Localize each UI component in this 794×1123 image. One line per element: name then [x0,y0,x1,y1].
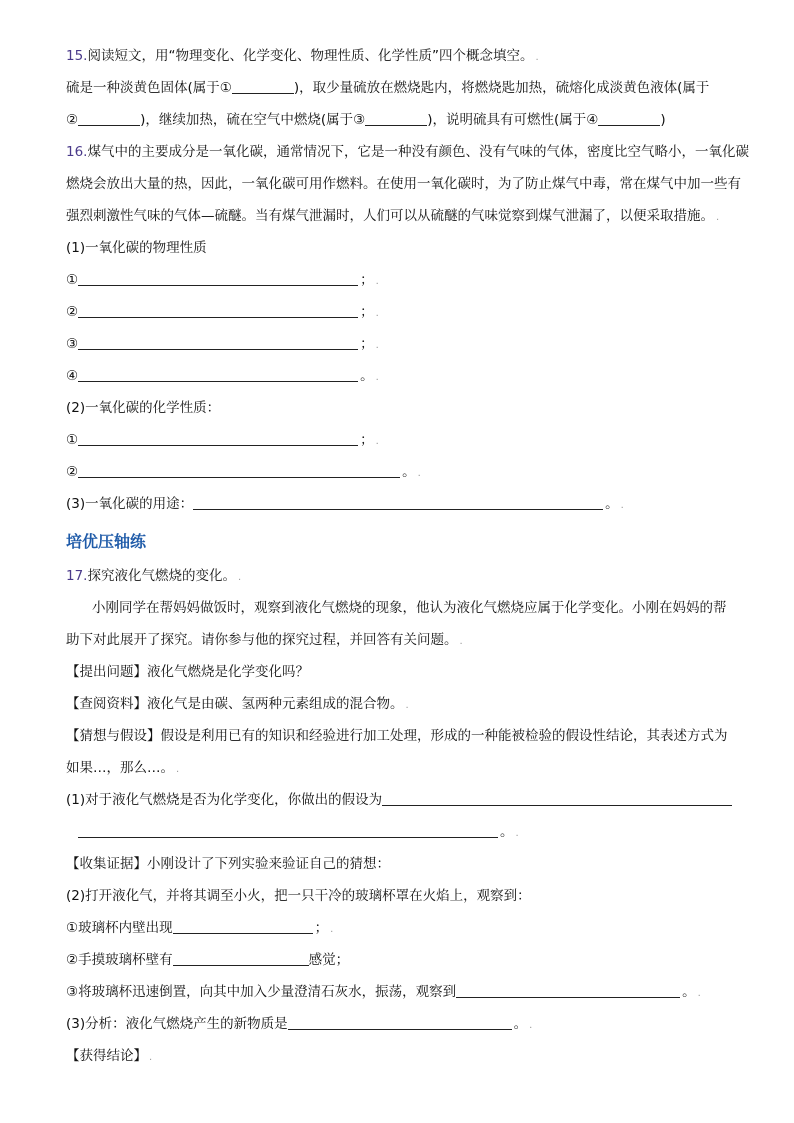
q15-text-e: ) [660,112,666,128]
q15-text-c: )，继续加热，硫在空气中燃烧(属于③ [140,112,366,128]
q17-obs-text-2: ②手摸玻璃杯壁有 [66,952,173,968]
q16-chem-2: ② 。 . [66,456,746,488]
q16-passage-1 [66,136,749,168]
q15-stem: 15.阅读短文，用“物理变化、化学变化、物理性质、化学性质”四个概念填空。 . [66,48,539,64]
q15-blank-2[interactable] [78,109,140,126]
q15-text-d: )，说明硫具有可燃性(属于④ [427,112,599,128]
q16-part2-title [66,392,746,424]
q16-chem-end-2: 。 [402,464,416,480]
q15-number: 15. [66,48,88,64]
q17-part2 [66,880,746,912]
q17-part3-text: (3)分析：液化气燃烧产生的新物质是 [66,1016,288,1032]
q17-question-label: 【提出问题】 [66,664,147,680]
q16-phys-blank-3[interactable] [78,333,358,350]
q17-obs-end-3: 。 [682,984,696,1000]
q17-part1-end: 。 [500,824,514,840]
q16-phys-1: ① ； . [66,264,746,296]
q16-phys-4: ④ 。 . [66,360,746,392]
q17-obs-blank-1[interactable] [173,917,313,934]
q16-passage-2 [66,168,746,200]
q16-chem-marker-2: ② [66,464,79,480]
q16-phys-end-2: ； [360,304,374,320]
q17-intro-text-1: 小刚同学在帮妈妈做饭时，观察到液化气燃烧的现象，他认为液化气燃烧应属于化学变化。小刚在妈妈的帮 [92,600,727,616]
q16-phys-blank-4[interactable] [78,365,358,382]
q17-intro-2: 助下对此展开了探究。请你参与他的探究过程，并回答有关问题。 . [66,632,463,648]
q16-number: 16. [66,144,88,160]
q17-intro-text-2: 助下对此展开了探究。请你参与他的探究过程，并回答有关问题。 [66,632,458,648]
q15-line-1 [66,72,746,104]
q17-obs-end-2: 感觉； [308,952,350,968]
q16-part1-title [66,232,746,264]
q17-part1-cont: 。 . [66,816,746,848]
q17-part3: (3)分析：液化气燃烧产生的新物质是 。 . [66,1008,746,1040]
q17-product-blank[interactable] [288,1013,512,1030]
q16-chem-blank-1[interactable] [78,429,358,446]
q17-part3-end: 。 [513,1016,528,1032]
q16-phys-2: ② ； . [66,296,746,328]
q17-obs-3: ③将玻璃杯迅速倒置，向其中加入少量澄清石灰水，振荡，观察到 。 . [66,976,746,1008]
q17-research-label: 【查阅资料】 [66,696,147,712]
q17-obs-end-1: ； [314,920,329,936]
q16-phys-end-4: 。 [360,368,374,384]
q16-chem-blank-2[interactable] [78,461,400,478]
q17-hypothesis [66,720,746,752]
q17-intro-1 [66,592,746,624]
q15-marker-2: ② [66,112,79,128]
q16-phys-marker-4: ④ [66,368,79,384]
q17-part2-text: (2)打开液化气，并将其调至小火，把一只干冷的玻璃杯罩在火焰上，观察到： [66,888,531,904]
q17-title: 17.探究液化气燃烧的变化。 . [66,568,242,584]
q17-conclusion-label: 【获得结论】 [66,1048,147,1064]
q16-phys-end-3: ； [360,336,374,352]
q17-part1-text: (1)对于液化气燃烧是否为化学变化，你做出的假设为 [66,792,383,808]
q15-blank-4[interactable] [598,109,660,126]
q17-title-text: 探究液化气燃烧的变化。 [87,568,236,584]
q17-obs-1: ①玻璃杯内壁出现 ； . [66,912,746,944]
worksheet-page [66,40,749,1072]
q16-phys-end-1: ； [360,272,374,288]
q17-part1 [66,784,746,816]
q16-part2-label: (2)一氧化碳的化学性质： [66,400,221,416]
q16-chem-marker-1: ① [66,432,79,448]
q16-use-end: 。 [605,496,619,512]
q16-chem-1: ① ； . [66,424,746,456]
q16-part1-label: (1)一氧化碳的物理性质 [66,240,207,256]
q16-part3: (3)一氧化碳的用途： 。 . [66,488,746,520]
q16-chem-end-1: ； [360,432,374,448]
q17-hypothesis-2: 如果…，那么…。 . [66,760,180,776]
q16-passage-text-1: 煤气中的主要成分是一氧化碳，通常情况下，它是一种没有颜色、没有气味的气体，密度比空气略小，一氧化碳 [87,144,749,160]
q16-passage-text-3: 强烈刺激性气味的气体—硫醚。当有煤气泄漏时，人们可以从硫醚的气味觉察到煤气泄漏了，以便采取措施。 [66,208,714,224]
q17-hypothesis-text-2: 如果…，那么…。 [66,760,174,776]
q17-hypothesis-blank-1[interactable] [382,789,732,806]
q17-number: 17. [66,568,88,584]
q16-phys-3: ③ ； . [66,328,746,360]
q17-obs-blank-3[interactable] [456,981,680,998]
q17-question [66,656,746,688]
q17-evidence [66,848,746,880]
q16-phys-blank-2[interactable] [78,301,358,318]
q15-blank-3[interactable] [365,109,427,126]
q17-obs-2 [66,944,746,976]
q17-research: 【查阅资料】液化气是由碳、氢两种元素组成的混合物。 . [66,696,409,712]
q15-text-a: 硫是一种淡黄色固体(属于① [66,80,232,96]
q17-evidence-label: 【收集证据】 [66,856,147,872]
q17-obs-text-1: ①玻璃杯内壁出现 [66,920,173,936]
q16-part3-label: (3)一氧化碳的用途： [66,496,194,512]
q16-phys-marker-2: ② [66,304,79,320]
q16-phys-marker-1: ① [66,272,79,288]
q16-use-blank[interactable] [193,493,603,510]
q17-obs-text-3: ③将玻璃杯迅速倒置，向其中加入少量澄清石灰水，振荡，观察到 [66,984,457,1000]
q17-evidence-text: 小刚设计了下列实验来验证自己的猜想： [147,856,390,872]
q16-phys-marker-3: ③ [66,336,79,352]
q16-phys-blank-1[interactable] [78,269,358,286]
q17-hypothesis-text: 假设是利用已有的知识和经验进行加工处理，形成的一种能被检验的假设性结论，其表述方式为 [160,728,728,744]
q15-blank-1[interactable] [232,77,294,94]
q15-line-2 [66,104,746,136]
q15-text-b: )，取少量硫放在燃烧匙内，将燃烧匙加热，硫熔化成淡黄色液体(属于 [293,80,710,96]
section-heading: 培优压轴练 [66,532,147,551]
q17-obs-blank-2[interactable] [173,949,309,966]
q16-passage-text-2: 燃烧会放出大量的热，因此，一氧化碳可用作燃料。在使用一氧化碳时，为了防止煤气中毒，常在煤气中加一些有 [66,176,741,192]
q17-hypothesis-label: 【猜想与假设】 [66,728,161,744]
q17-question-text: 液化气燃烧是化学变化吗？ [147,664,309,680]
q17-research-text: 液化气是由碳、氢两种元素组成的混合物。 [147,696,404,712]
q15-stem-text: 阅读短文，用“物理变化、化学变化、物理性质、化学性质”四个概念填空。 [87,48,534,64]
q17-hypothesis-blank-2[interactable] [78,821,498,838]
q17-conclusion: 【获得结论】 . [66,1048,153,1064]
q16-passage-3: 强烈刺激性气味的气体—硫醚。当有煤气泄漏时，人们可以从硫醚的气味觉察到煤气泄漏了，以便采取措施。 . [66,208,720,224]
